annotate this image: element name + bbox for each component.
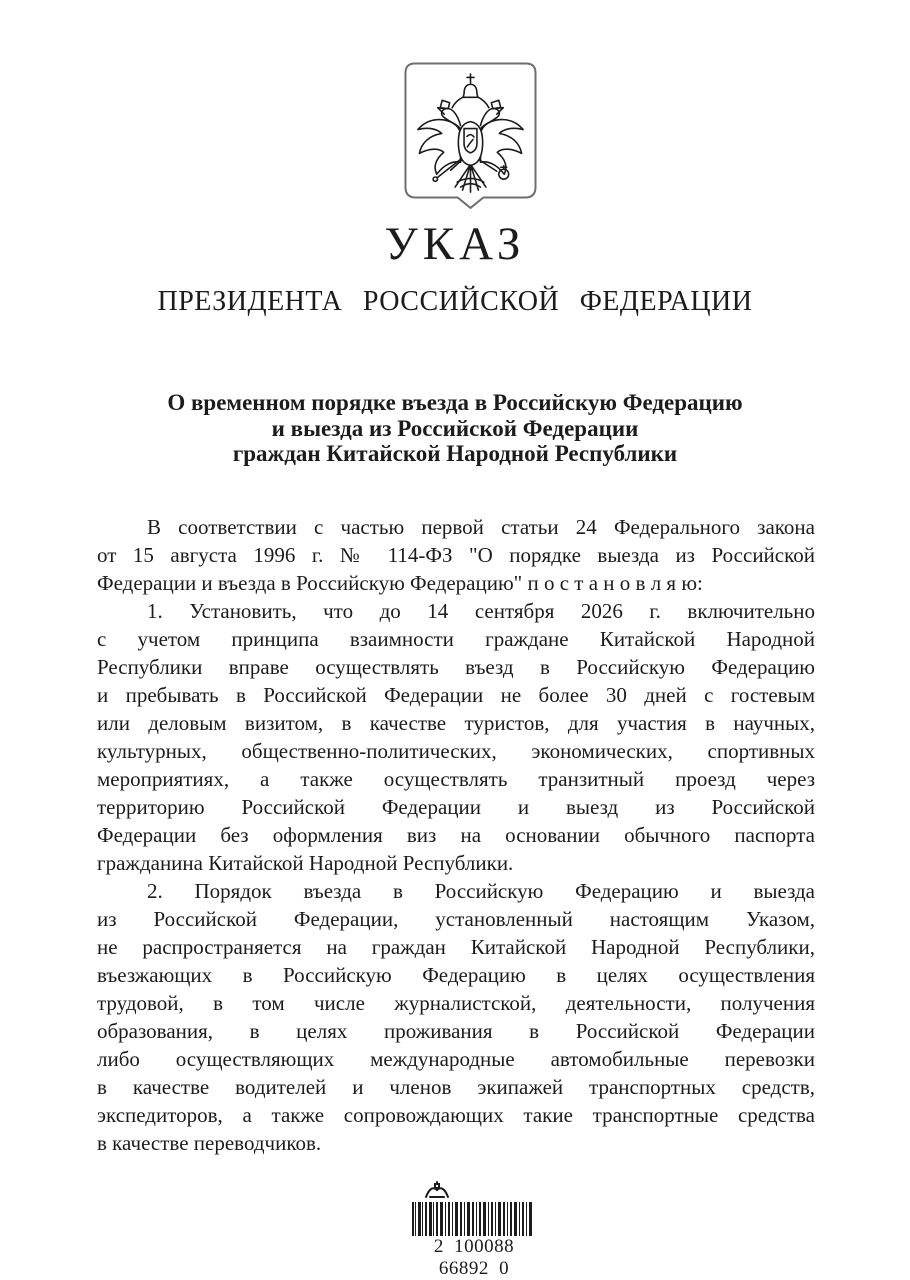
text-line: территорию Российской Федерации и выезд из Российской <box>97 795 815 819</box>
text-line: Республики вправе осуществлять въезд в Российскую Федерацию <box>97 655 815 679</box>
paragraph <box>97 597 815 877</box>
coat-of-arms-emblem <box>404 62 537 209</box>
text-line: с учетом принципа взаимности граждане Китайской Народной <box>97 627 815 651</box>
issuer-title: ПРЕЗИДЕНТА РОССИЙСКОЙ ФЕДЕРАЦИИ <box>157 286 753 317</box>
paragraph <box>97 877 815 1157</box>
barcode-block <box>404 1181 554 1279</box>
text-line: образования, в целях проживания в Российской Федерации <box>97 1019 815 1043</box>
text-line: гражданина Китайской Народной Республики. <box>97 851 514 875</box>
paragraph <box>97 513 815 597</box>
text-line: В соответствии с частью первой статьи 24 Федерального закона <box>147 515 815 539</box>
subject-line: граждан Китайской Народной Республики <box>232 441 678 466</box>
text-line: или деловым визитом, в качестве туристов, для участия в научных, <box>97 711 815 735</box>
text-line: 1. Установить, что до 14 сентября 2026 г. включительно <box>147 599 815 623</box>
text-line: Федерации и въезда в Российскую Федерацию" п о с т а н о в л я ю: <box>97 571 703 595</box>
text-line: не распространяется на граждан Китайской Народной Республики, <box>97 935 815 959</box>
barcode-number: 2 100088 66892 0 <box>433 1236 515 1279</box>
text-line: от 15 августа 1996 г. № 114-ФЗ "О порядке выезда из Российской <box>97 543 815 567</box>
text-line: из Российской Федерации, установленный настоящим Указом, <box>97 907 815 931</box>
text-line: мероприятиях, а также осуществлять транзитный проезд через <box>97 767 815 791</box>
stamp-eagle-icon <box>422 1181 452 1201</box>
text-line: в качестве переводчиков. <box>97 1131 322 1155</box>
decree-subject <box>96 390 814 467</box>
text-line: Федерации без оформления виз на основании обычного паспорта <box>97 823 815 847</box>
text-line: трудовой, в том числе журналистской, деятельности, получения <box>97 991 815 1015</box>
coat-of-arms-icon <box>404 62 537 209</box>
barcode-icon <box>412 1202 534 1236</box>
text-line: экспедиторов, а также сопровождающих такие транспортные средства <box>97 1103 815 1127</box>
text-line: 2. Порядок въезда в Российскую Федерацию и выезда <box>147 879 815 903</box>
text-line: культурных, общественно-политических, экономических, спортивных <box>97 739 815 763</box>
decree-body <box>97 513 815 1157</box>
subject-line: О временном порядке въезда в Российскую Федерацию <box>167 390 743 415</box>
text-line: и пребывать в Российской Федерации не более 30 дней с гостевым <box>97 683 815 707</box>
document-type-title: УКАЗ <box>384 218 526 270</box>
text-line: въезжающих в Российскую Федерацию в целях осуществления <box>97 963 815 987</box>
text-line: в качестве водителей и членов экипажей транспортных средств, <box>97 1075 815 1099</box>
subject-line: и выезда из Российской Федерации <box>271 415 639 441</box>
text-line: либо осуществляющих международные автомобильные перевозки <box>97 1047 815 1071</box>
